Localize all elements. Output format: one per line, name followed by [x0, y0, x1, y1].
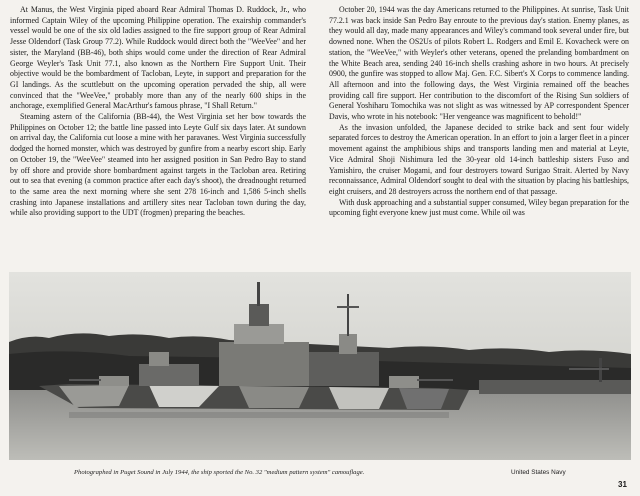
- photo-credit: United States Navy: [511, 469, 566, 476]
- paragraph: As the invasion unfolded, the Japanese decided to strike back and sent four widely separated forces to destroy the American operation. In an effort to join a larger fleet in a pincer movement against the amphibious ships and transports landing men and material at Leyte, Vice Admiral Shoji Nishimura led the 30-year old 14-inch battleship sisters Fuso and Yamishiro, the cruiser Mogami, and four destroyers toward Surigao Strait. Alerted by Navy reconnaissance, Admiral Oldendorf sought to deal with the situation by placing his battleships, eight cruisers, and 28 destroyers across the northern end of that passage.: [329, 122, 629, 196]
- left-column: [10, 5, 306, 219]
- paragraph: Steaming astern of the California (BB-44), the West Virginia set her bow towards the Philippines on October 12; the battle line passed into Leyte Gulf six days later. At sundown on arrival day, the California cut loose a mine with her paravanes. West Virginia successfully dodged the horned monster, which was destroyed by gunfire from a nearby escort ship. Early on October 19, the "WeeVee" steamed into her assigned position in San Pedro Bay to stand by off shore and provide shore bombardment against targets in the Tacloban area. Retiring out to sea that evening (a common practice after each day's shoot), the dreadnought returned to the same area the next morning where she sent 278 16-inch and 1,586 5-inch shells crashing into Japanese installations and artillery sites near Tacloban town during the day, while also providing support to the UDT (frogmen) preparing the beaches.: [10, 112, 306, 218]
- photo-caption: Photographed in Puget Sound in July 1944, the ship sported the No. 32 "medium pattern system" camouflage.: [74, 469, 365, 476]
- paragraph: With dusk approaching and a substantial supper consumed, Wiley began preparation for the upcoming fight everyone knew just must come. While oil was: [329, 197, 629, 218]
- battleship-illustration: [9, 272, 631, 460]
- page-number: 31: [618, 480, 627, 489]
- right-column: [329, 5, 629, 219]
- battleship-photo: [9, 272, 631, 460]
- paragraph: At Manus, the West Virginia piped aboard Rear Admiral Thomas D. Ruddock, Jr., who informed Captain Wiley of the upcoming Philippine operation. The exairship commander's vessel would be one of the six old ladies assigned to the fire support group of Rear Admiral Jesse Oldendorf (Task Group 77.2). While Ruddock would direct both the "WeeVee" and her sister, the Maryland (BB-46), both ships would come under the direction of Rear Admiral George Weyler's Task Unit 77.1, also known as the Northern Fire Support Unit. Their objective would be the bombardment of Tacloban, Leyte, in support and preparation for the GI landings. As the scuttlebutt on the upcoming operation pervaded the ship, all were convinced that the "WeeVee," probably more than any of the nearly 600 ships in the anchorage, exemplified General MacArthur's famous phrase, "I Shall Return.": [10, 5, 306, 111]
- paragraph: October 20, 1944 was the day Americans returned to the Philippines. At sunrise, Task Unit 77.2.1 was back inside San Pedro Bay enroute to the previous day's station. Enemy planes, as they would all day, made many appearances and Wiley's command took several under fire, but downed none. When the OS2Us of pilots Robert L. Rodgers and Emil E. Kovacheck were on station, the "WeeVee," with Weyler's other veterans, opened the prelanding bombardment on the White Beach area, sending 240 16-inch shells crashing ashore in two hours. At precisely 0900, the gunfire was stopped to allow Maj. Gen. F.C. Sibert's X Corps to commence landing. All afternoon and into the following days, the West Virginia remained off the beaches providing call fire support. Her contribution to the discomfort of the Rising Sun soldiers of General Yoshiharu Tomochika was not slight as was witnessed by AP correspondent Spencer Davis, who wrote in his notebook: "Her vengeance was magnificent to behold!": [329, 5, 629, 122]
